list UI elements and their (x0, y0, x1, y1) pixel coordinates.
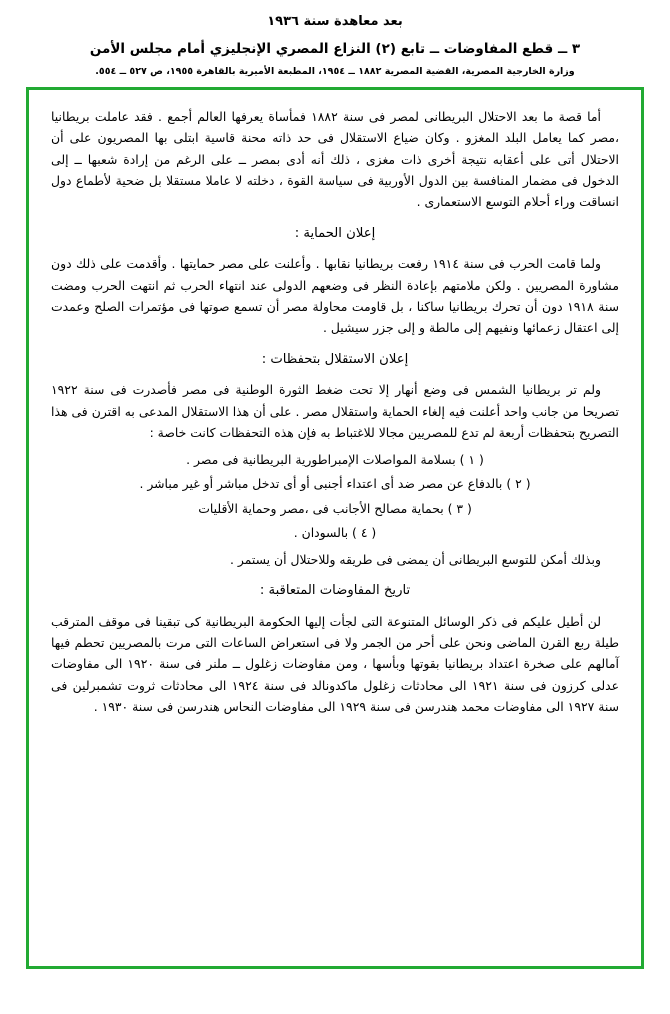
paragraph-independence: ولم تر بريطانيا الشمس فى وضع أنهار إلا تحت ضغط الثورة الوطنية فى مصر فأصدرت فى سنة ١٩٢٢ تصريحا من جانب واحد أعلنت فيه إلغاء الحماية واستقلال مصر . على أن هذا الاستقلال المدعى به اقترن فى هذا التصريح بتحفظات أربعة لم تدع للمصريين مجالا للاغتباط به فإن هذه التحفظات كانت خاصة : (51, 382, 619, 441)
paragraph-protectorate: ولما قامت الحرب فى سنة ١٩١٤ رفعت بريطانيا نقابها . وأعلنت على مصر حمايتها . وأقدمت على ذلك دون مشاورة المصريين . ولكن ملامتهم بإعادة النظر فى وضعهم الدولى عند انتهاء الحرب ثم انتهت الحرب ومضت سنة ١٩١٨ دون أن تحرك بريطانيا ساكنا ، بل قاومت محاولة مصر أن تسمع صوتها فى مؤتمرات الصلح وعمدت إلى اعتقال زعمائها ونفيهم إلى مالطة و إلى جزر سيشيل . (51, 256, 619, 336)
paragraph-intro: أما قصة ما بعد الاحتلال البريطانى لمصر فى سنة ١٨٨٢ فمأساة يعرفها العالم أجمع . فقد عاملت بريطانيا ،مصر كما يعامل البلد المغزو . وكان ضياع الاستقلال فى حد ذاته محنة قاسية ابتلى بها المصريون على أن الاحتلال أتى على أعقابه نتيجة أخرى ذات مغزى ، ذلك أنه أدى بمصر ــ على الرغم من إرادة شعبها ــ إلى الدخول فى مضمار المنافسة بين الدول الأوربية فى سياسة القوة ، دخلته لا عاملا مستقلا بل ضحية لأطماع دول انساقت وراء أحلام التوسع الاستعمارى . (51, 109, 619, 210)
section-heading-negotiations-history: تاريخ المفاوضات المتعاقبة : (259, 582, 411, 598)
header-title: بعد معاهدة سنة ١٩٣٦ (267, 14, 403, 29)
bordered-text-frame (26, 87, 644, 969)
paragraph-independence-closing: وبذلك أمكن للتوسع البريطانى أن يمضى فى طريقه وللاحتلال أن يستمر . (230, 551, 601, 567)
section-heading-protectorate: إعلان الحماية : (294, 225, 376, 241)
list-item: ( ٤ ) بالسودان . (293, 524, 377, 540)
list-item: ( ٢ ) بالدفاع عن مصر ضد أى اعتداء أجنبى أو أى تدخل مباشر أو غير مباشر . (139, 476, 531, 492)
list-item: ( ٣ ) بحماية مصالح الأجانب فى ،مصر وحماية الأقليات (198, 500, 472, 516)
list-item: ( ١ ) بسلامة المواصلات الإمبراطورية البريطانية فى مصر . (186, 452, 484, 468)
document-body (51, 106, 619, 717)
header-source-citation: وزارة الخارجية المصرية، القضية المصرية ١٨٨٢ ــ ١٩٥٤، المطبعة الأميرية بالقاهرة ١٩٥٥، ص ٥٢٧ ــ ٥٥٤. (95, 66, 575, 77)
section-heading-independence: إعلان الاستقلال بتحفظات : (261, 351, 409, 367)
header-subtitle: ٣ ــ قطع المفاوضات ــ تابع (٢) النزاع المصري الإنجليزي أمام مجلس الأمن (89, 41, 581, 57)
paragraph-negotiations-history: لن أطيل عليكم فى ذكر الوسائل المتنوعة التى لجأت إليها الحكومة البريطانية كى تبقينا فى موقف المترقب طيلة ربع القرن الماضى ونحن على أحر من الجمر ولا فى استعراض الساعات التى مرت بالمصريين تحطم فيها آمالهم على صخرة اعتداد بريطانيا بقوتها وبأسها ، ومن مفاوضات زغلول ــ ملنر فى سنة ١٩٢٠ الى مفاوضات عدلى كرزون فى سنة ١٩٢١ الى محادثات زغلول ماكدونالد فى سنة ١٩٢٤ الى محادثات ثروت تشمبرلين فى سنة ١٩٢٧ الى مفاوضات محمد هندرسن فى سنة ١٩٢٩ الى مفاوضات النحاس هندرسن فى سنة ١٩٣٠ . (51, 613, 619, 714)
document-header (26, 14, 644, 77)
